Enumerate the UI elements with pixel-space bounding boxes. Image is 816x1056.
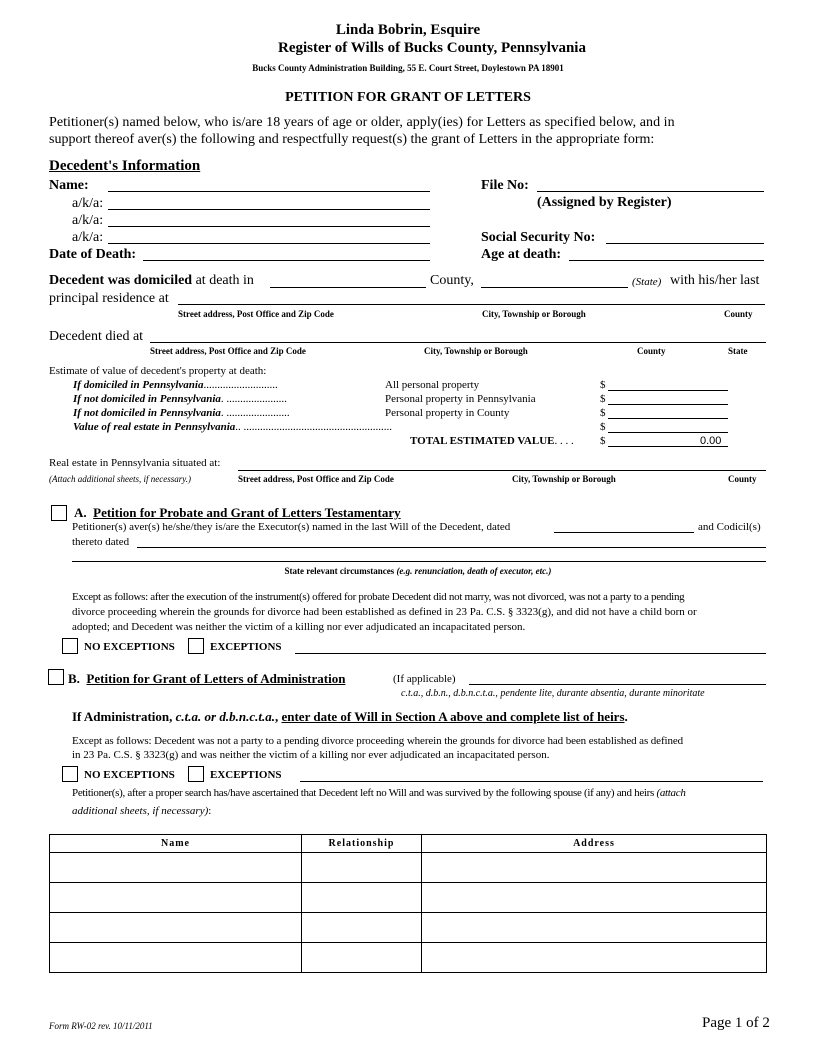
intro-line-1: Petitioner(s) named below, who is/are 18 years of age or older, apply(ies) for Letters as specified below, and in: [49, 115, 675, 130]
heir-name-cell[interactable]: [50, 943, 302, 973]
date-of-death-field[interactable]: [143, 245, 430, 261]
table-row: [50, 853, 767, 883]
heirs-colon: :: [208, 805, 212, 817]
estimate-cond: If not domiciled in Pennsylvania: [73, 407, 221, 419]
section-a-text-2: thereto dated: [72, 536, 130, 548]
col-relationship-header: Relationship: [302, 835, 422, 853]
section-a-no-exceptions-checkbox[interactable]: [62, 638, 78, 654]
file-no-field[interactable]: [537, 176, 764, 192]
section-a-checkbox[interactable]: [51, 505, 67, 521]
heir-name-cell[interactable]: [50, 853, 302, 883]
aka-label-3: a/k/a:: [72, 230, 104, 245]
codicil-label: and Codicil(s): [698, 521, 761, 533]
domicile-label-rest: at death in: [192, 273, 254, 288]
section-b-exceptions-field[interactable]: [300, 768, 763, 782]
decedent-heading: Decedent's Information: [49, 158, 201, 174]
section-b-title: Petition for Grant of Letters of Administration: [86, 671, 346, 686]
state-label: (State): [632, 276, 662, 288]
form-title: PETITION FOR GRANT OF LETTERS: [285, 90, 531, 105]
total-value: 0.00: [700, 435, 722, 447]
section-b-heading: [68, 671, 345, 687]
estimate-row: [73, 421, 392, 433]
estimate-desc: All personal property: [385, 379, 480, 391]
aka-field-2[interactable]: [108, 211, 430, 227]
principal-residence-label: principal residence at: [49, 291, 169, 306]
intro-line-2: support thereof aver(s) the following and respectfully request(s) the grant of Letters in the appropriate form:: [49, 132, 655, 147]
section-a-exceptions-checkbox[interactable]: [188, 638, 204, 654]
residence-sub-city: City, Township or Borough: [482, 309, 586, 319]
estimate-value-field[interactable]: [608, 392, 728, 405]
estimate-desc: Personal property in County: [385, 407, 510, 419]
heirs-text-1: [72, 787, 686, 799]
circumstances-label: [0, 566, 816, 576]
domicile-label: [49, 273, 254, 289]
admin-instruction: [72, 709, 628, 725]
domicile-county-field[interactable]: [270, 272, 426, 288]
residence-sub-street: Street address, Post Office and Zip Code: [178, 309, 334, 319]
real-estate-label: Real estate in Pennsylvania situated at:: [49, 457, 221, 469]
with-his-her-last: with his/her last: [670, 273, 760, 288]
admin-underlined: enter date of Will in Section A above and complete list of heirs: [281, 709, 625, 724]
circumstances-field[interactable]: [72, 548, 766, 562]
estimate-dots: . ......................: [220, 393, 287, 405]
name-label: Name:: [49, 178, 89, 193]
table-row: [50, 883, 767, 913]
form-id: Form RW-02 rev. 10/11/2011: [49, 1021, 153, 1031]
heir-relationship-cell[interactable]: [302, 913, 422, 943]
heir-name-cell[interactable]: [50, 883, 302, 913]
age-at-death-field[interactable]: [569, 245, 764, 261]
circumstances-bold: State relevant circumstances: [284, 566, 397, 576]
section-a-text-1: Petitioner(s) aver(s) he/she/they is/are the Executor(s) named in the last Will of the Decedent, dated: [72, 521, 511, 533]
residence-sub-county: County: [724, 309, 753, 319]
section-b-except-1: Except as follows: Decedent was not a party to a pending divorce proceeding wherein the grounds for divorce had been established as defined: [72, 735, 684, 747]
ssn-field[interactable]: [606, 228, 764, 244]
heir-relationship-cell[interactable]: [302, 943, 422, 973]
ssn-label: Social Security No:: [481, 230, 596, 245]
principal-residence-field[interactable]: [178, 289, 765, 305]
section-b-checkbox[interactable]: [48, 669, 64, 685]
estimate-value-field[interactable]: [608, 420, 728, 433]
died-at-label: Decedent died at: [49, 329, 144, 344]
real-estate-sub-street: Street address, Post Office and Zip Code: [238, 474, 394, 484]
estimate-dots: ...........................: [203, 379, 278, 391]
heir-address-cell[interactable]: [422, 883, 767, 913]
table-row: [50, 943, 767, 973]
died-sub-county: County: [637, 346, 666, 356]
admin-comma: ,: [274, 709, 282, 724]
admin-prefix: If Administration,: [72, 709, 176, 724]
section-a-exceptions-field[interactable]: [295, 640, 766, 654]
col-name-header: Name: [50, 835, 302, 853]
section-b-no-exceptions-label: NO EXCEPTIONS: [84, 769, 175, 781]
section-b-except-2: in 23 Pa. C.S. § 3323(g) and was neither the victim of a killing nor ever adjudicated an incapacitated person.: [72, 749, 550, 761]
admin-period: .: [624, 709, 628, 724]
decedent-name-field[interactable]: [108, 176, 430, 192]
domicile-label-bold: Decedent was domiciled: [49, 273, 193, 288]
heirs-text-2: [72, 805, 211, 817]
estimate-value-field[interactable]: [608, 378, 728, 391]
heir-address-cell[interactable]: [422, 853, 767, 883]
register-address: Bucks County Administration Building, 55 E. Court Street, Doylestown PA 18901: [252, 63, 564, 73]
total-label: TOTAL ESTIMATED VALUE: [410, 435, 555, 447]
estimate-heading: Estimate of value of decedent's property at death:: [49, 365, 267, 377]
if-applicable-label: (If applicable): [393, 673, 456, 685]
section-b-no-exceptions-checkbox[interactable]: [62, 766, 78, 782]
estimate-dots: .. ......................................................: [235, 421, 392, 433]
age-at-death-label: Age at death:: [481, 247, 562, 262]
heir-address-cell[interactable]: [422, 913, 767, 943]
estimate-cond: If not domiciled in Pennsylvania: [73, 393, 221, 405]
total-dots: . . . .: [554, 435, 574, 447]
died-sub-state: State: [728, 346, 748, 356]
heir-name-cell[interactable]: [50, 913, 302, 943]
died-sub-street: Street address, Post Office and Zip Code: [150, 346, 306, 356]
page-number: Page 1 of 2: [702, 1015, 770, 1031]
heirs-italic-2: additional sheets, if necessary): [72, 805, 209, 817]
real-estate-sub-city: City, Township or Borough: [512, 474, 616, 484]
estimate-value-field[interactable]: [608, 406, 728, 419]
assigned-by-register: (Assigned by Register): [537, 195, 672, 210]
heirs-italic-1: (attach: [656, 787, 686, 799]
codicil-dates-field[interactable]: [137, 534, 766, 548]
domicile-state-field[interactable]: [481, 272, 628, 288]
section-a-except-3: adopted; and Decedent was neither the victim of a killing nor ever adjudicated an incapacitated person.: [72, 621, 526, 633]
died-sub-city: City, Township or Borough: [424, 346, 528, 356]
section-b-exceptions-checkbox[interactable]: [188, 766, 204, 782]
section-a-letter: A.: [74, 505, 87, 520]
estimate-desc: Personal property in Pennsylvania: [385, 393, 536, 405]
estimate-row: [73, 407, 290, 419]
heir-address-cell[interactable]: [422, 943, 767, 973]
admin-types-list: c.t.a., d.b.n., d.b.n.c.t.a., pendente lite, durante absentia, durante minoritate: [401, 688, 705, 699]
register-office: Register of Wills of Bucks County, Pennsylvania: [278, 40, 586, 56]
section-b-exceptions-label: EXCEPTIONS: [210, 769, 282, 781]
attach-note: (Attach additional sheets, if necessary.): [49, 474, 191, 484]
section-a-no-exceptions-label: NO EXCEPTIONS: [84, 641, 175, 653]
section-a-exceptions-label: EXCEPTIONS: [210, 641, 282, 653]
file-no-label: File No:: [481, 178, 529, 193]
real-estate-sub-county: County: [728, 474, 757, 484]
date-of-death-label: Date of Death:: [49, 247, 137, 262]
estimate-dollar: $: [600, 421, 606, 433]
col-address-header: Address: [422, 835, 767, 853]
real-estate-field[interactable]: [238, 455, 766, 471]
admin-type-field[interactable]: [469, 671, 766, 685]
aka-label-2: a/k/a:: [72, 213, 104, 228]
section-b-letter: B.: [68, 671, 80, 686]
heir-relationship-cell[interactable]: [302, 853, 422, 883]
heir-relationship-cell[interactable]: [302, 883, 422, 913]
estimate-cond: Value of real estate in Pennsylvania: [73, 421, 236, 433]
county-label: County,: [430, 273, 474, 288]
will-date-field[interactable]: [554, 519, 694, 533]
heirs-table-header: [50, 835, 767, 853]
estimate-cond: If domiciled in Pennsylvania: [73, 379, 204, 391]
total-dollar: $: [600, 435, 606, 447]
heirs-table: [49, 834, 767, 973]
estimate-dots: . .......................: [220, 407, 290, 419]
admin-italic: c.t.a. or d.b.n.c.t.a.: [175, 709, 275, 724]
estimate-dollar: $: [600, 393, 606, 405]
total-estimated-label: [410, 435, 574, 447]
register-name: Linda Bobrin, Esquire: [335, 22, 481, 38]
estimate-dollar: $: [600, 407, 606, 419]
table-row: [50, 913, 767, 943]
aka-field-3[interactable]: [108, 228, 430, 244]
estimate-row: [73, 393, 287, 405]
heirs-text: Petitioner(s), after a proper search has/have ascertained that Decedent left no Will and was survived by the following spouse (if any) and heirs: [72, 787, 657, 799]
aka-label-1: a/k/a:: [72, 196, 104, 211]
died-at-field[interactable]: [150, 327, 766, 343]
aka-field-1[interactable]: [108, 194, 430, 210]
estimate-dollar: $: [600, 379, 606, 391]
circumstances-italic: (e.g. renunciation, death of executor, etc.): [396, 566, 552, 576]
section-a-title: Petition for Probate and Grant of Letters Testamentary: [93, 505, 401, 520]
section-a-heading: [74, 505, 401, 521]
section-a-except-2: divorce proceeding wherein the grounds for divorce had been established as defined in 23 Pa. C.S. § 3323(g), and did not have a child born or: [72, 606, 697, 618]
section-a-except-1: Except as follows: after the execution of the instrument(s) offered for probate Decedent did not marry, was not divorced, was not a party to a pending: [72, 591, 685, 603]
estimate-row: [73, 379, 278, 391]
